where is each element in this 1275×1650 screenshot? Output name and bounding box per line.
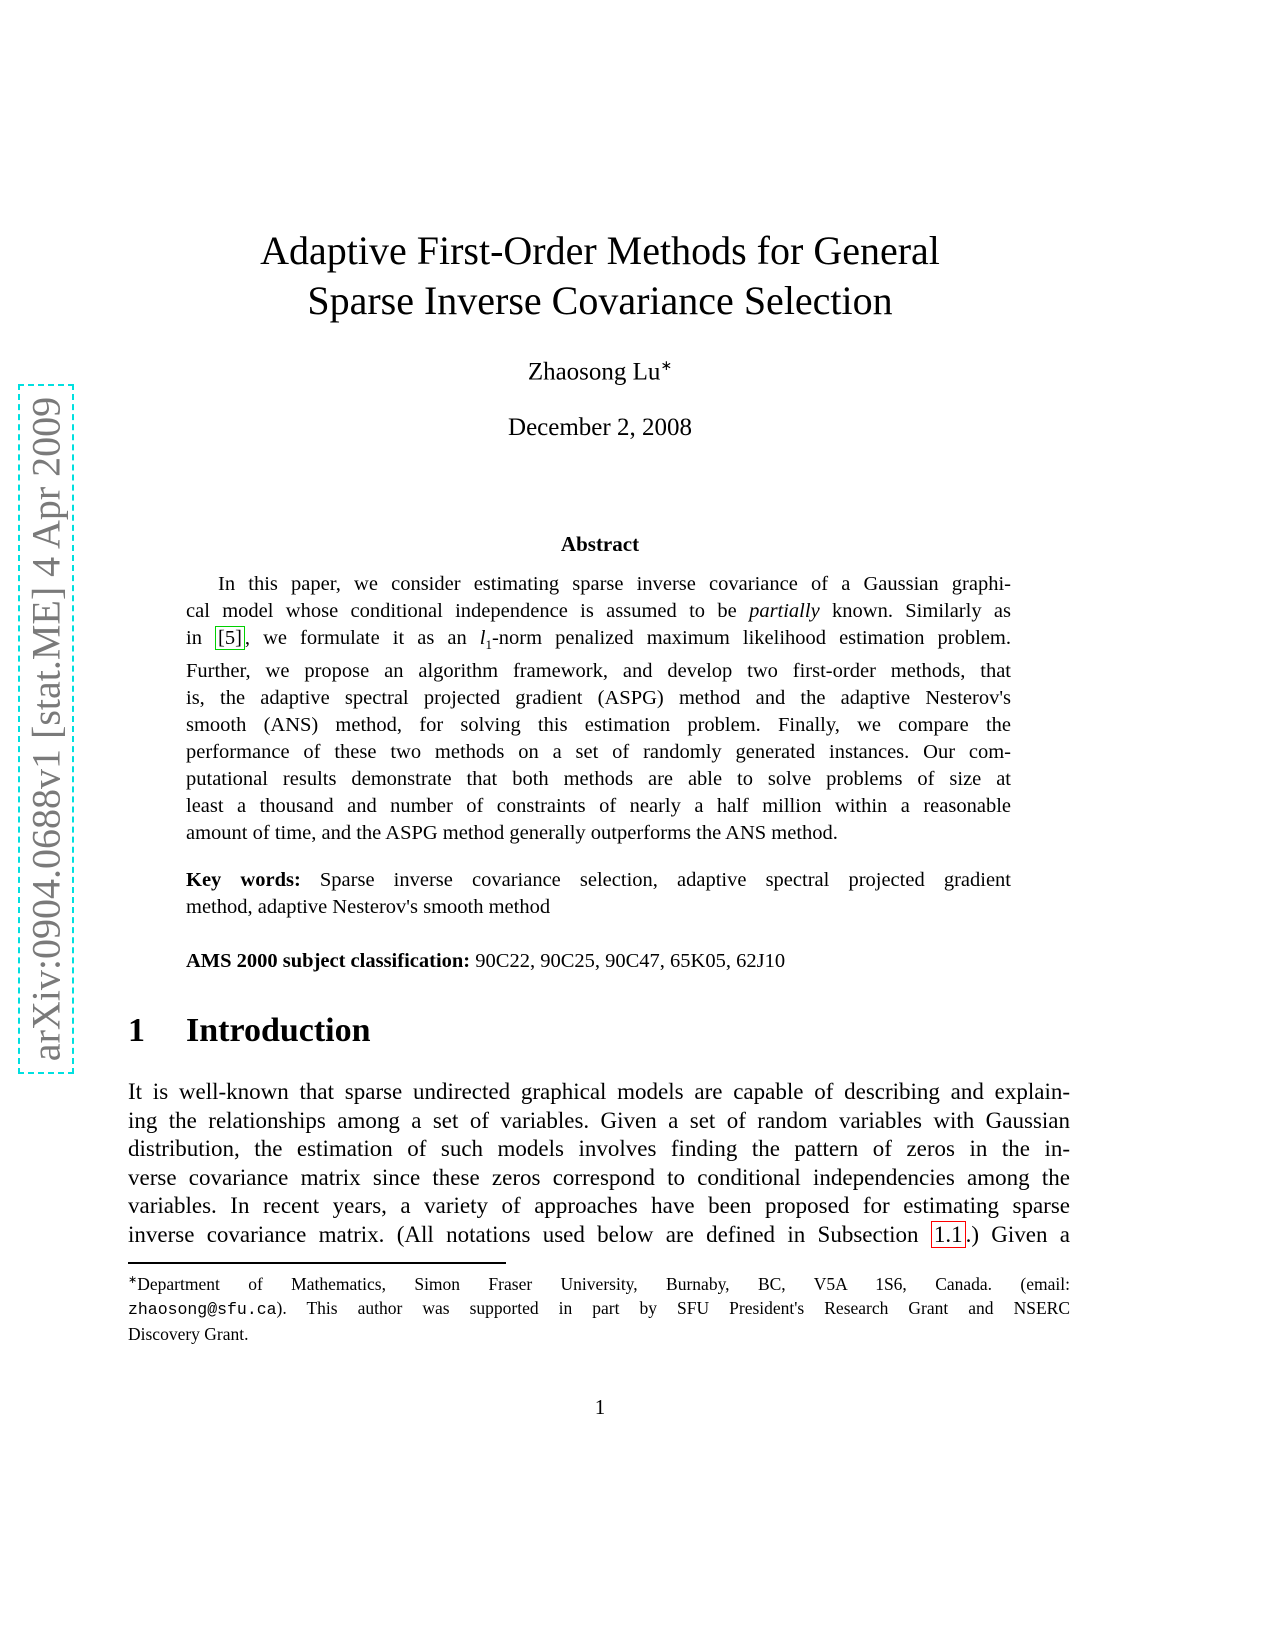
abstract-line: least a thousand and number of constraints of nearly a half million within a reasonable: [186, 795, 1011, 818]
keywords-line: Key words: Sparse inverse covariance selection, adaptive spectral projected gradient: [186, 869, 1011, 891]
intro-line: inverse covariance matrix. (All notations used below are defined in Subsection 1.1 .) Given a: [128, 1221, 1071, 1247]
section-title: Introduction: [186, 1012, 371, 1049]
abstract-line: In this paper, we consider estimating sparse inverse covariance of a Gaussian graphi-: [218, 573, 1011, 595]
paper-date: December 2, 2008: [508, 414, 692, 441]
abstract-line: amount of time, and the ASPG method generally outperforms the ANS method.: [186, 822, 838, 845]
emphasis-partially: partially: [749, 600, 820, 622]
ams-codes: 90C22, 90C25, 90C47, 65K05, 62J10: [470, 950, 786, 972]
intro-line: verse covariance matrix since these zeros correspond to conditional independencies among the: [128, 1164, 1070, 1190]
intro-paragraph: [128, 1078, 1070, 1249]
footnote: [128, 1268, 1070, 1346]
abstract-heading: Abstract: [560, 532, 640, 556]
intro-line: distribution, the estimation of such models involves finding the pattern of zeros in the in-: [128, 1136, 1070, 1161]
abstract-line: in [5] , we formulate it as an $l_1$-norm penalized maximum likelihood estimation problem.: [186, 627, 1011, 653]
author-line: [0, 358, 1200, 386]
footnote-line: zhaosong@sfu.ca). This author was supported in part by SFU President's Research Grant and NSERC: [128, 1297, 1070, 1319]
author-name: Zhaosong Lu: [527, 358, 661, 386]
abstract-line: smooth (ANS) method, for solving this estimation problem. Finally, we compare the: [186, 714, 1011, 737]
abstract-line: putational results demonstrate that both methods are able to solve problems of size at: [186, 768, 1011, 791]
arxiv-stamp: [18, 384, 74, 1074]
footnote-line: Discovery Grant.: [128, 1323, 249, 1344]
paper-title-line-1: Adaptive First-Order Methods for General: [260, 228, 940, 273]
intro-line: variables. In recent years, a variety of approaches have been proposed for estimating sparse: [128, 1193, 1070, 1218]
abstract-line: Further, we propose an algorithm framework, and develop two first-order methods, that: [186, 660, 1011, 683]
ams-classification: [186, 948, 1011, 975]
section-number: 1: [128, 1012, 145, 1049]
keywords-label: Key words:: [186, 869, 301, 891]
footnote-mark: ∗: [128, 1274, 138, 1286]
author-footnote-mark[interactable]: ∗: [660, 359, 673, 374]
intro-line: ing the relationships among a set of variables. Given a set of random variables with Gaussian: [128, 1107, 1070, 1133]
paper-title-line-2: Sparse Inverse Covariance Selection: [307, 278, 893, 323]
footnote-rule: [128, 1262, 506, 1264]
footnote-line: ∗Department of Mathematics, Simon Fraser University, Burnaby, BC, V5A 1S6, Canada. (email:: [128, 1273, 1070, 1294]
intro-line: It is well-known that sparse undirected graphical models are capable of describing and explain-: [128, 1079, 1070, 1104]
arxiv-stamp-text: arXiv:0904.0688v1 [stat.ME] 4 Apr 2009: [23, 396, 69, 1062]
keywords-block: [186, 867, 1011, 921]
abstract-line: performance of these two methods on a set of randomly generated instances. Our com-: [186, 741, 1011, 764]
abstract-line: is, the adaptive spectral projected gradient (ASPG) method and the adaptive Nesterov's: [186, 687, 1011, 710]
page-number: 1: [594, 1395, 606, 1419]
subsection-link-1-1[interactable]: 1.1: [931, 1221, 966, 1248]
section-heading-introduction: [128, 1012, 371, 1050]
citation-link-5[interactable]: [5]: [215, 626, 245, 650]
abstract-body: [186, 571, 1011, 847]
ams-label: AMS 2000 subject classification:: [186, 950, 471, 972]
keywords-line: method, adaptive Nesterov's smooth method: [186, 896, 551, 918]
abstract-line: cal model whose conditional independence is assumed to be partially known. Similarly as: [186, 600, 1011, 622]
author-email[interactable]: zhaosong@sfu.ca: [128, 1299, 277, 1319]
